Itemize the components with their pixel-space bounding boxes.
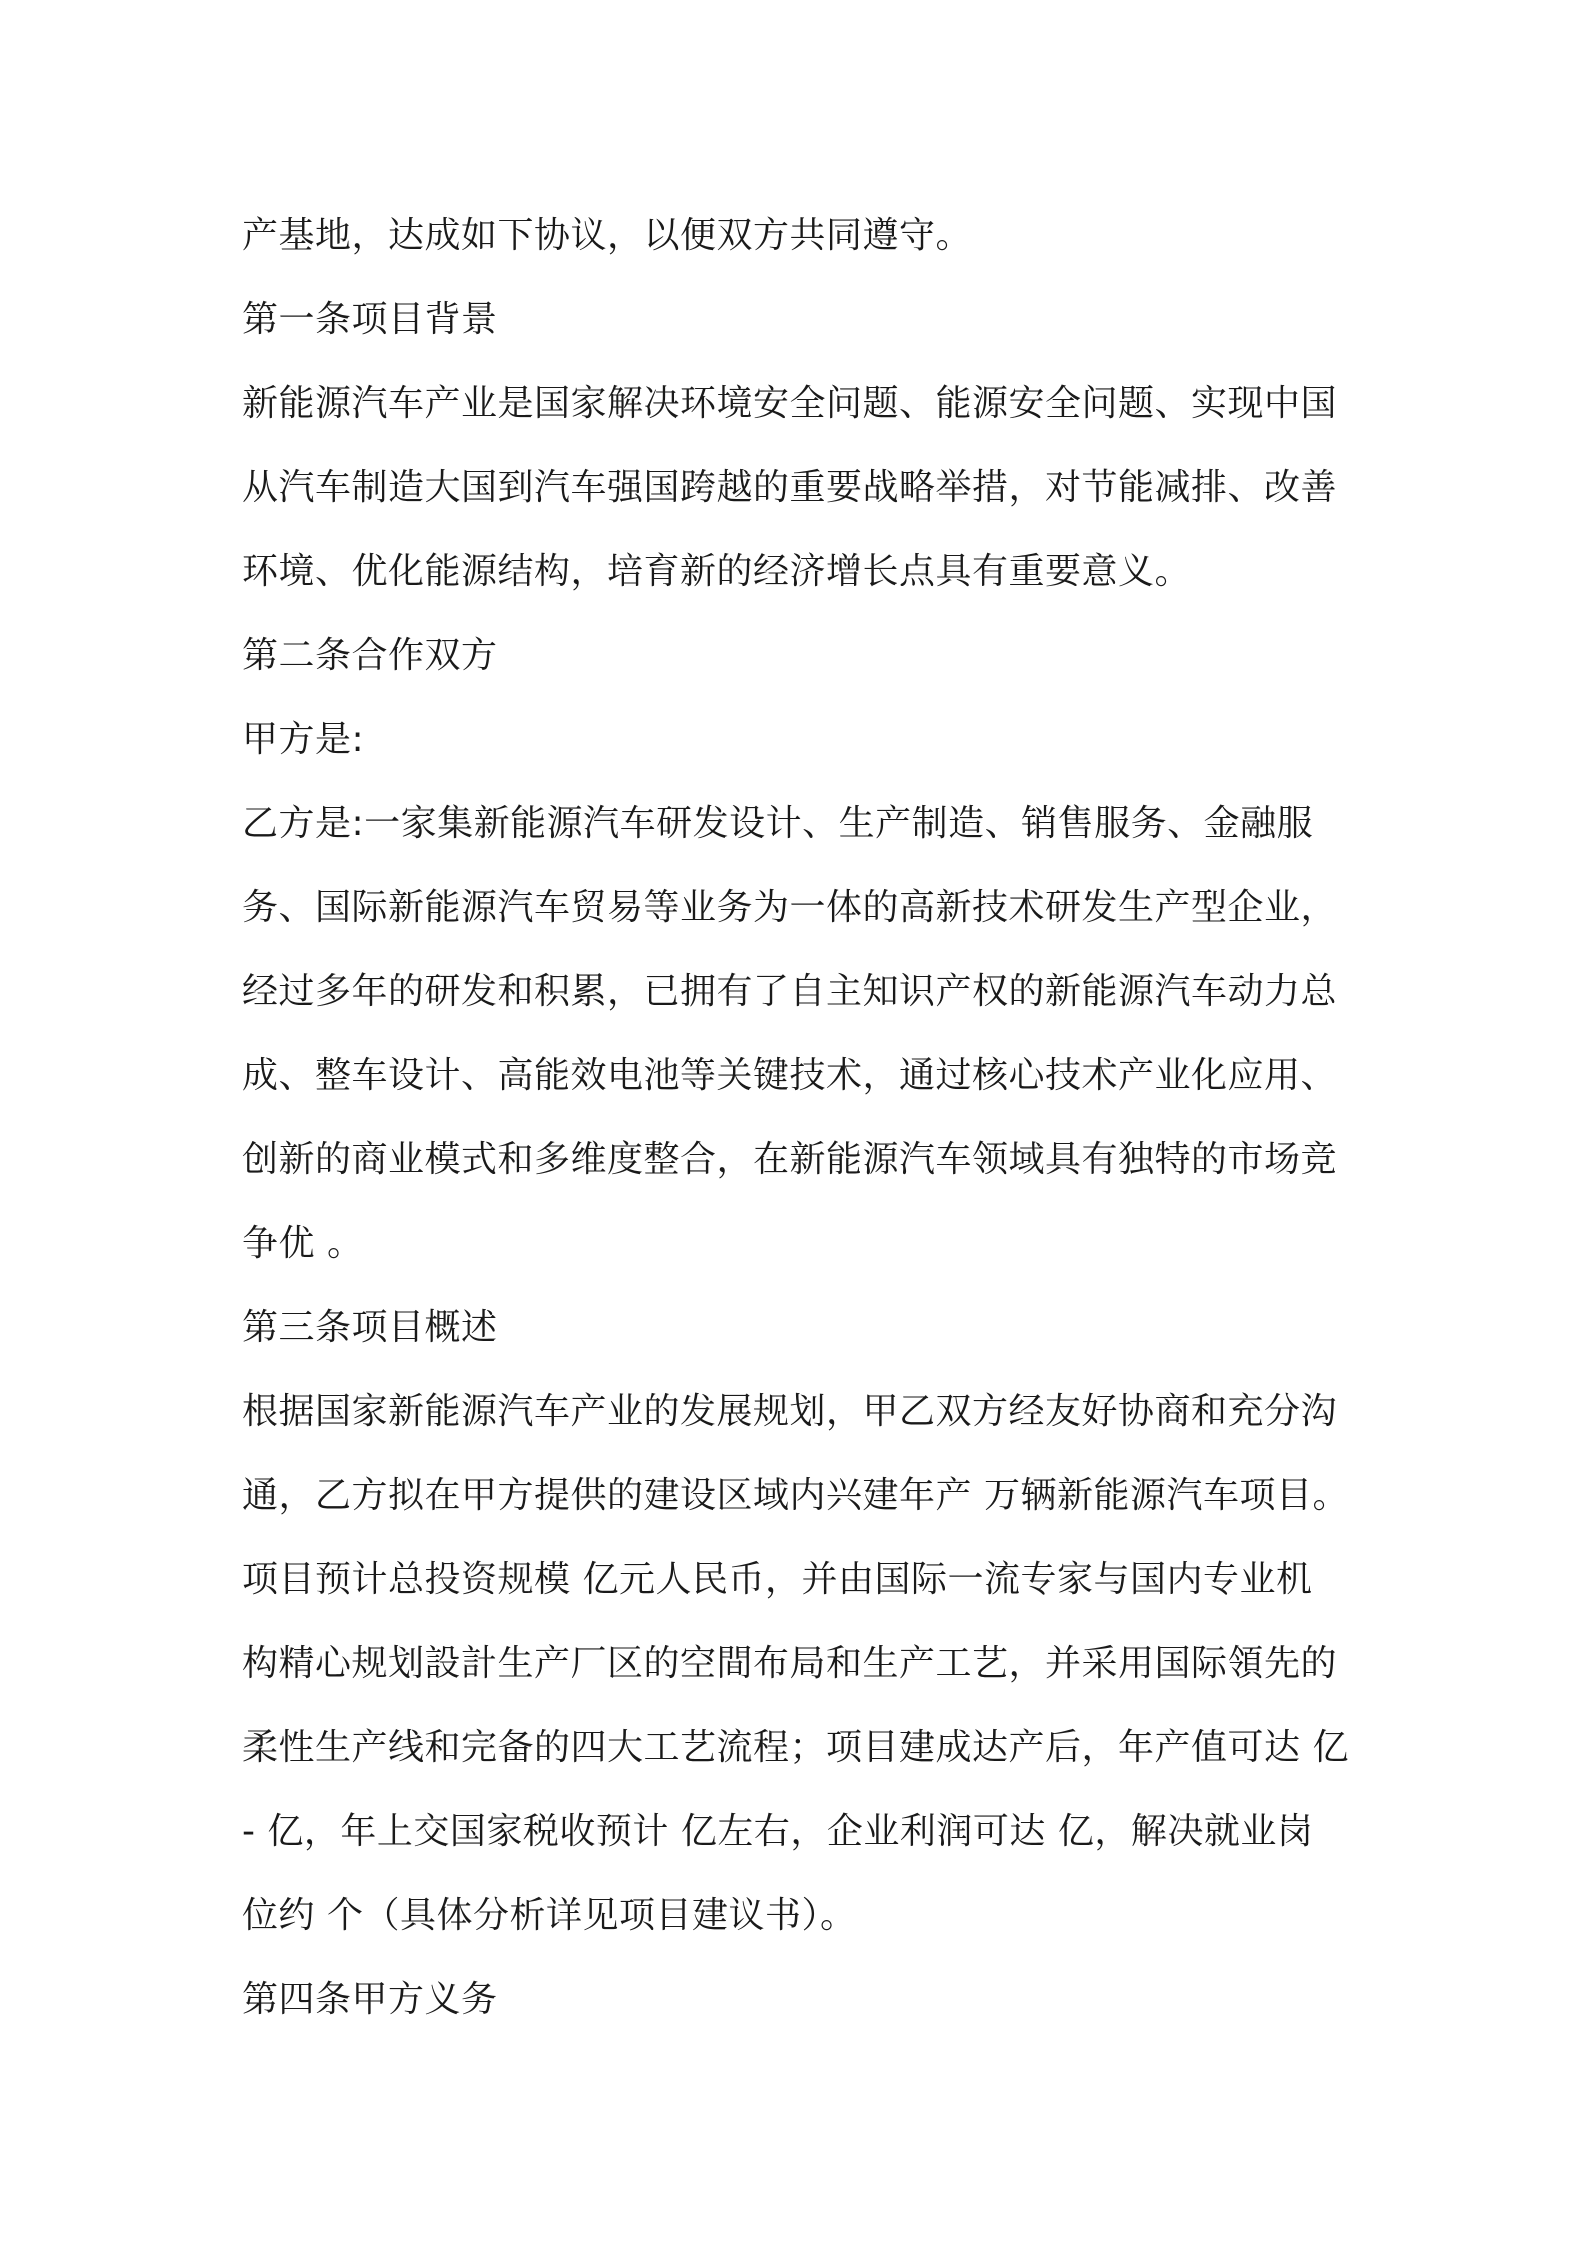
text-line: 位约 个（具体分析详见项目建议书）。 — [242, 1895, 857, 1936]
text-line: 环境、优化能源结构，培育新的经济增长点具有重要意义。 — [242, 551, 1192, 592]
text-line: 争优 。 — [242, 1223, 364, 1264]
text-line: 成、整车设计、高能效电池等关键技术，通过核心技术产业化应用、 — [242, 1055, 1338, 1096]
text-line: 通，乙方拟在甲方提供的建设区域内兴建年产 万辆新能源汽车项目。 — [242, 1475, 1349, 1516]
text-line: 经过多年的研发和积累，已拥有了自主知识产权的新能源汽车动力总 — [242, 971, 1338, 1012]
text-line: - 亿，年上交国家税收预计 亿左右，企业利润可达 亿，解决就业岗 — [242, 1811, 1314, 1852]
party-b-line: 乙方是:一家集新能源汽车研发设计、生产制造、销售服务、金融服 — [242, 803, 1314, 844]
party-a-line: 甲方是: — [242, 719, 365, 760]
text-line: 产基地，达成如下协议，以便双方共同遵守。 — [242, 215, 973, 256]
agreement-text — [242, 194, 1382, 2042]
section-heading-4: 第四条甲方义务 — [242, 1979, 498, 2020]
text-line: 项目预计总投资规模 亿元人民币，并由国际一流专家与国内专业机 — [242, 1559, 1313, 1600]
text-line: 根据国家新能源汽车产业的发展规划，甲乙双方经友好协商和充分沟 — [242, 1391, 1338, 1432]
text-line: 构精心规划設計生产厂区的空間布局和生产工艺，并采用国际領先的 — [242, 1643, 1338, 1684]
section-heading-3: 第三条项目概述 — [242, 1307, 498, 1348]
text-line: 柔性生产线和完备的四大工艺流程；项目建成达产后，年产值可达 亿 — [242, 1727, 1349, 1768]
text-line: 新能源汽车产业是国家解决环境安全问题、能源安全问题、实现中国 — [242, 383, 1338, 424]
section-heading-1: 第一条项目背景 — [242, 299, 498, 340]
text-line: 从汽车制造大国到汽车强国跨越的重要战略举措，对节能减排、改善 — [242, 467, 1338, 508]
text-line: 创新的商业模式和多维度整合，在新能源汽车领域具有独特的市场竞 — [242, 1139, 1338, 1180]
section-heading-2: 第二条合作双方 — [242, 635, 498, 676]
text-line: 务、国际新能源汽车贸易等业务为一体的高新技术研发生产型企业， — [242, 887, 1338, 928]
